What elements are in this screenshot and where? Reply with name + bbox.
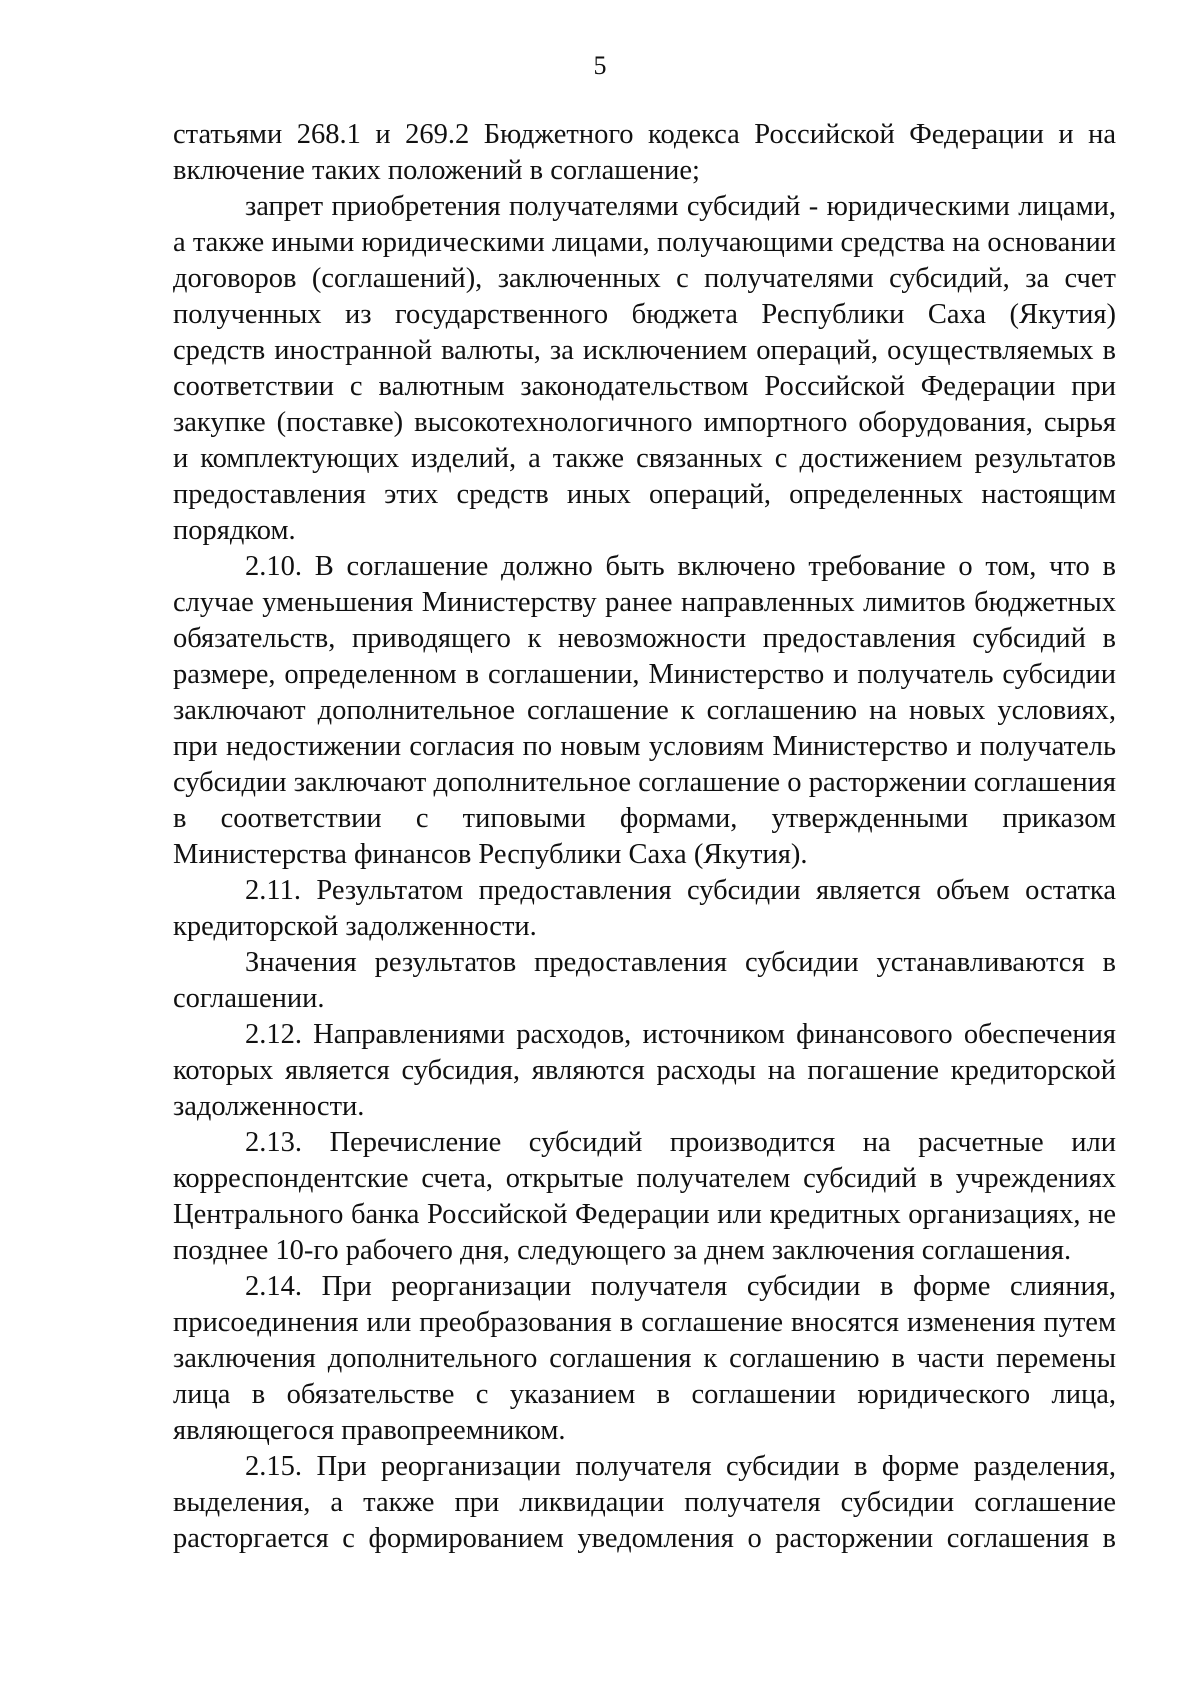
- document-body: [173, 117, 1116, 1557]
- paragraph-2-11: 2.11. Результатом предоставления субсидии является объем остатка кредиторской задолженности.: [173, 875, 1116, 942]
- paragraph-2-12: 2.12. Направлениями расходов, источником финансового обеспечения которых является субсидия, являются расходы на погашение кредиторской задолженности.: [173, 1019, 1116, 1122]
- paragraph-result-values: Значения результатов предоставления субсидии устанавливаются в соглашении.: [173, 947, 1116, 1014]
- paragraph-currency-ban: запрет приобретения получателями субсидий - юридическими лицами, а также иными юридическими лицами, получающими средства на основании договоров (соглашений), заключенных с получателями субсидий, за счет полученных из государственного бюджета Республики Саха (Якутия) средств иностранной валюты, за исключением операций, осуществляемых в соответствии с валютным законодательством Российской Федерации при закупке (поставке) высокотехнологичного импортного оборудования, сырья и комплектующих изделий, а также связанных с достижением результатов предоставления этих средств иных операций, определенных настоящим порядком.: [173, 191, 1116, 546]
- paragraph-2-15: 2.15. При реорганизации получателя субсидии в форме разделения, выделения, а также при ликвидации получателя субсидии соглашение расторгается с формированием уведомления о расторжении соглашения в: [173, 1451, 1116, 1554]
- paragraph-2-14: 2.14. При реорганизации получателя субсидии в форме слияния, присоединения или преобразования в соглашение вносятся изменения путем заключения дополнительного соглашения к соглашению в части перемены лица в обязательстве с указанием в соглашении юридического лица, являющегося правопреемником.: [173, 1271, 1116, 1446]
- paragraph-2-10: 2.10. В соглашение должно быть включено требование о том, что в случае уменьшения Министерству ранее направленных лимитов бюджетных обязательств, приводящего к невозможности предоставления субсидий в размере, определенном в соглашении, Министерство и получатель субсидии заключают дополнительное соглашение к соглашению на новых условиях, при недостижении согласия по новым условиям Министерство и получатель субсидии заключают дополнительное соглашение о расторжении соглашения в соответствии с типовыми формами, утвержденными приказом Министерства финансов Республики Саха (Якутия).: [173, 551, 1116, 870]
- paragraph-2-13: 2.13. Перечисление субсидий производится на расчетные или корреспондентские счета, открытые получателем субсидий в учреждениях Центрального банка Российской Федерации или кредитных организациях, не позднее 10-го рабочего дня, следующего за днем заключения соглашения.: [173, 1127, 1116, 1266]
- page-number: 5: [593, 51, 607, 80]
- paragraph-continuation: статьями 268.1 и 269.2 Бюджетного кодекса Российской Федерации и на включение таких положений в соглашение;: [173, 119, 1116, 186]
